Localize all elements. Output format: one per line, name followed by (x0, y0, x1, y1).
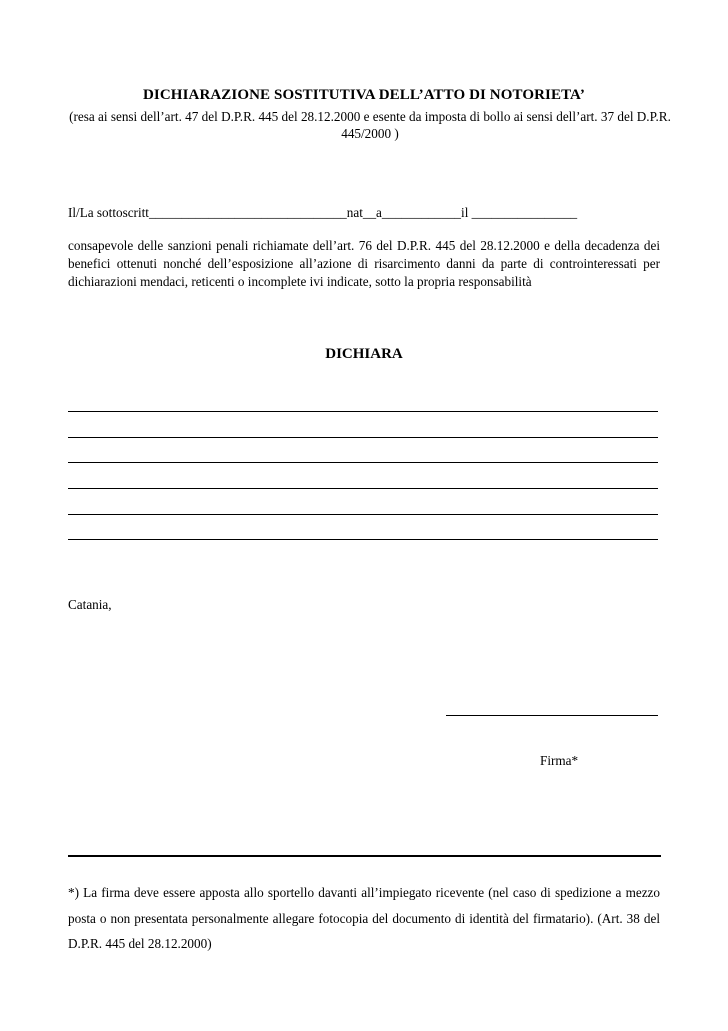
footnote-separator (68, 855, 661, 857)
footnote-text: *) La firma deve essere apposta allo sportello davanti all’impiegato ricevente (nel caso di spedizione a mezzo posta o non presentata personalmente allegare fotocopia del documento di identità del firmatario). (Art. 38 del D.P.R. 445 del 28.12.2000) (68, 885, 660, 951)
declaration-blank-line-6 (68, 539, 658, 540)
declaration-blank-line-4 (68, 488, 658, 489)
declaration-blank-line-1 (68, 411, 658, 412)
declaration-blank-line-2 (68, 437, 658, 438)
document-subtitle: (resa ai sensi dell’art. 47 del D.P.R. 445 del 28.12.2000 e esente da imposta di bollo ai sensi dell’art. 37 del D.P.R. 445/2000 ) (69, 109, 671, 141)
declarant-fill-line: Il/La sottoscritt______________________________nat__a____________il ________________ (68, 205, 578, 220)
declare-heading: DICHIARA (325, 346, 403, 362)
signature-line (446, 715, 658, 716)
declaration-blank-line-3 (68, 462, 658, 463)
signature-label: Firma* (540, 753, 579, 768)
awareness-paragraph: consapevole delle sanzioni penali richiamate dell’art. 76 del D.P.R. 445 del 28.12.2000 e della decadenza dei benefici ottenuti nonché dell’esposizione all’azione di risarcimento danni da parte di controinteressati per dichiarazioni mendaci, reticenti o incomplete ivi indicate, sotto la propria responsabilità (68, 238, 660, 290)
declaration-blank-line-5 (68, 514, 658, 515)
document-title: DICHIARAZIONE SOSTITUTIVA DELL’ATTO DI NOTORIETA’ (143, 87, 585, 103)
place-label: Catania, (68, 597, 112, 612)
